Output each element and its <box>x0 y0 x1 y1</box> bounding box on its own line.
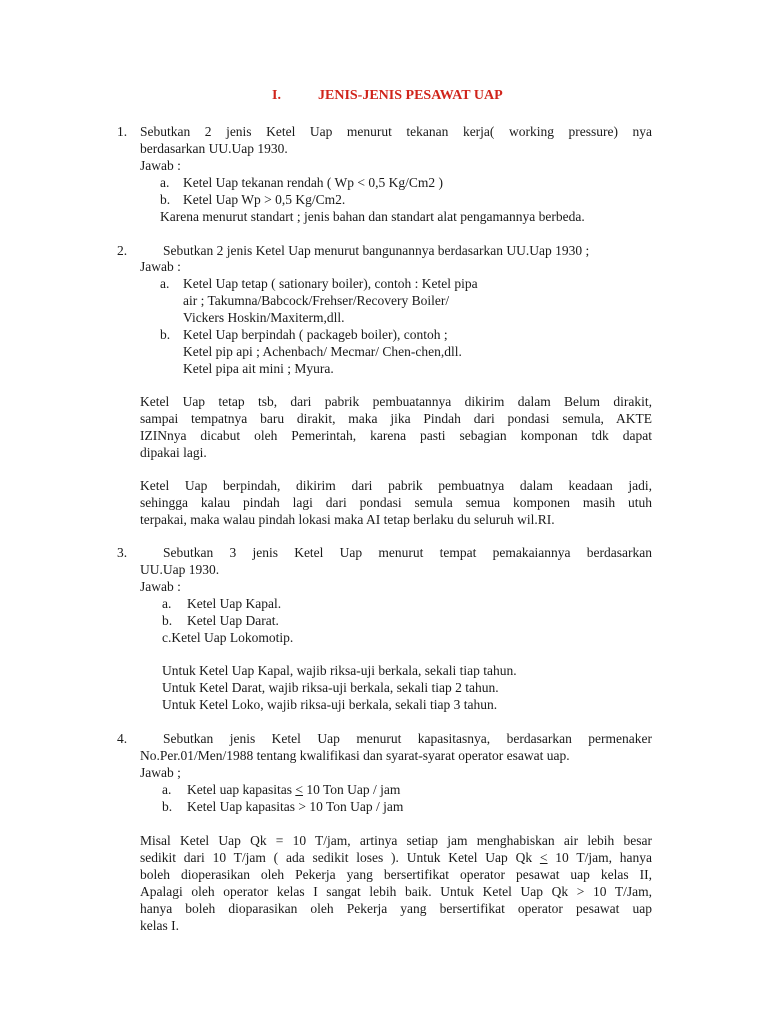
q2-number: 2. <box>117 243 128 258</box>
q2-para1-line4: dipakai lagi. <box>140 445 207 460</box>
q3-a-marker: a. <box>162 596 172 611</box>
q4-jawab: Jawab ; <box>140 765 181 780</box>
less-equal-symbol: < <box>295 782 303 797</box>
q2-para1-line3: IZINnya dicabut oleh Pemerintah, karena pasti sebagian komponan tdk dapat <box>140 428 652 443</box>
q3-question-line1: Sebutkan 3 jenis Ketel Uap menurut tempat pemakaiannya berdasarkan <box>163 545 652 560</box>
q2-para1-line1: Ketel Uap tetap tsb, dari pabrik pembuatannya dikirim dalam Belum dirakit, <box>140 394 652 409</box>
q3-number: 3. <box>117 545 128 560</box>
q2-b-marker: b. <box>160 327 171 342</box>
q3-answer-a: Ketel Uap Kapal. <box>187 596 282 611</box>
q1-b-marker: b. <box>160 192 171 207</box>
q2-para2-line1: Ketel Uap berpindah, dikirim dari pabrik pembuatnya dalam keadaan jadi, <box>140 478 652 493</box>
q4-para-line2: sedikit dari 10 T/jam ( ada sedikit loses ). Untuk Ketel Uap Qk < 10 T/jam, hanya <box>140 850 653 865</box>
q1-a-marker: a. <box>160 175 170 190</box>
q3-jawab: Jawab : <box>140 579 181 594</box>
q4-para-line3: boleh dioperasikan oleh Pekerja yang bersertifikat operator pesawat uap kelas II, <box>140 867 652 882</box>
q2-para1-line2: sampai tempatnya baru dirakit, maka jika Pindah dari pondasi semula, AKTE <box>140 411 652 426</box>
q2-a-marker: a. <box>160 276 170 291</box>
q1-answer-b: Ketel Uap Wp > 0,5 Kg/Cm2. <box>183 192 346 207</box>
q4-para-line6: kelas I. <box>140 918 179 933</box>
q2-answer-a-line1: Ketel Uap tetap ( sationary boiler), contoh : Ketel pipa <box>183 276 478 291</box>
q2-answer-b-line1: Ketel Uap berpindah ( packageb boiler), contoh ; <box>183 327 448 342</box>
q4-para-line1: Misal Ketel Uap Qk = 10 T/jam, artinya setiap jam menghabiskan air lebih besar <box>140 833 652 848</box>
q4-para-line4: Apalagi oleh operator kelas I sangat lebih baik. Untuk Ketel Uap Qk > 10 T/Jam, <box>140 884 652 899</box>
q3-answer-b: Ketel Uap Darat. <box>187 613 279 628</box>
q1-answer-a: Ketel Uap tekanan rendah ( Wp < 0,5 Kg/Cm2 ) <box>183 175 444 190</box>
q4-answer-b: Ketel Uap kapasitas > 10 Ton Uap / jam <box>187 799 404 814</box>
q3-note2: Untuk Ketel Darat, wajib riksa-uji berkala, sekali tiap 2 tahun. <box>162 680 499 695</box>
q3-note3: Untuk Ketel Loko, wajib riksa-uji berkala, sekali tiap 3 tahun. <box>162 697 498 712</box>
q3-note1: Untuk Ketel Uap Kapal, wajib riksa-uji berkala, sekali tiap tahun. <box>162 663 517 678</box>
q2-answer-b-line2: Ketel pip api ; Achenbach/ Mecmar/ Chen-chen,dll. <box>183 344 462 359</box>
q3-answer-c: c.Ketel Uap Lokomotip. <box>162 630 294 645</box>
section-heading: JENIS-JENIS PESAWAT UAP <box>318 88 503 103</box>
q2-answer-a-line3: Vickers Hoskin/Maxiterm,dll. <box>183 310 345 325</box>
q1-number: 1. <box>117 124 128 139</box>
q3-question-line2: UU.Uap 1930. <box>140 562 220 577</box>
q4-question-line1: Sebutkan jenis Ketel Uap menurut kapasitasnya, berdasarkan permenaker <box>163 731 652 746</box>
q2-para2-line2: sehingga kalau pindah lagi dari pondasi semula semua komponen masih utuh <box>140 495 652 510</box>
q3-b-marker: b. <box>162 613 173 628</box>
section-number: I. <box>272 88 281 103</box>
q2-jawab: Jawab : <box>140 259 181 274</box>
q1-jawab: Jawab : <box>140 158 181 173</box>
q1-question-line1: Sebutkan 2 jenis Ketel Uap menurut tekanan kerja( working pressure) nya <box>140 124 652 139</box>
q4-b-marker: b. <box>162 799 173 814</box>
q4-answer-a: Ketel uap kapasitas < 10 Ton Uap / jam <box>187 782 401 797</box>
less-equal-symbol: < <box>539 850 548 865</box>
q1-question-line2: berdasarkan UU.Uap 1930. <box>140 141 288 156</box>
q2-para2-line3: terpakai, maka walau pindah lokasi maka AI tetap berlaku du seluruh wil.RI. <box>140 512 555 527</box>
q2-answer-b-line3: Ketel pipa ait mini ; Myura. <box>183 361 334 376</box>
q2-question-line1: Sebutkan 2 jenis Ketel Uap menurut bangunannya berdasarkan UU.Uap 1930 ; <box>163 243 590 258</box>
q2-answer-a-line2: air ; Takumna/Babcock/Frehser/Recovery Boiler/ <box>183 293 450 308</box>
q4-number: 4. <box>117 731 128 746</box>
q1-note: Karena menurut standart ; jenis bahan dan standart alat pengamannya berbeda. <box>160 209 585 224</box>
q4-para-line5: hanya boleh dioparasikan oleh Pekerja yang bersertifikat operator pesawat uap <box>140 901 652 916</box>
q4-question-line2: No.Per.01/Men/1988 tentang kwalifikasi dan syarat-syarat operator esawat uap. <box>140 748 570 763</box>
q4-a-marker: a. <box>162 782 172 797</box>
